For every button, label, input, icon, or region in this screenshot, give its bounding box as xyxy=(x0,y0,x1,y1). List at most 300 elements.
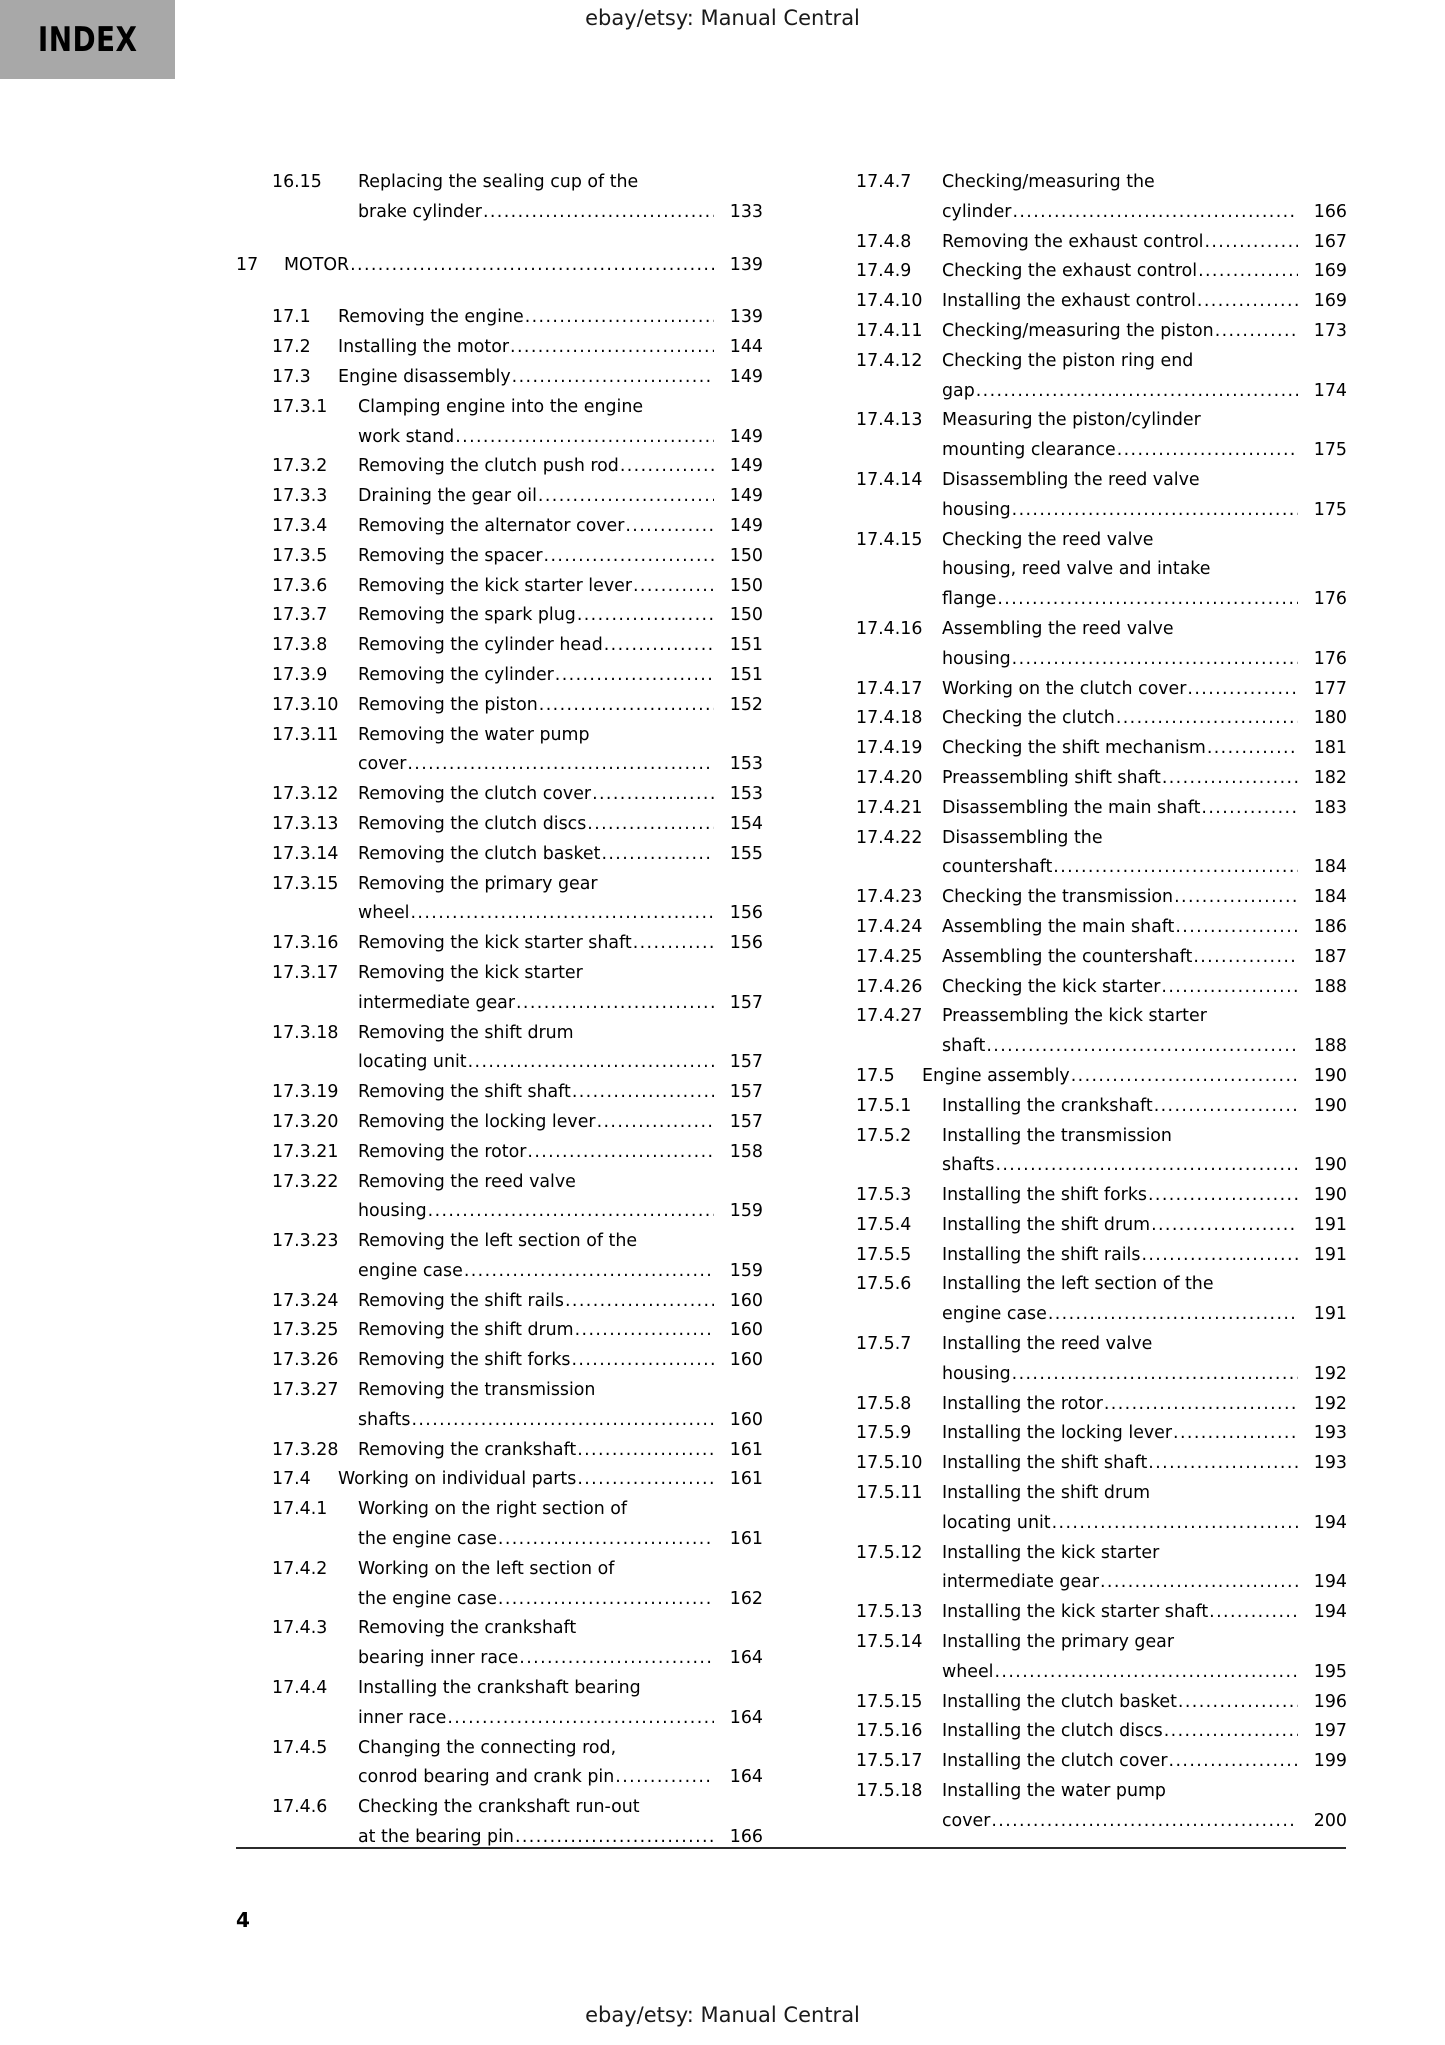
toc-entry-line xyxy=(358,1614,763,1644)
toc-entry[interactable] xyxy=(236,959,763,1019)
page-folio: 4 xyxy=(236,1908,250,1932)
toc-entry[interactable] xyxy=(820,794,1347,824)
toc-entry[interactable] xyxy=(236,1108,763,1138)
toc-entry-title: Installing the rotor xyxy=(942,1393,1103,1414)
toc-entry[interactable] xyxy=(236,1138,763,1168)
toc-entry-line xyxy=(942,1509,1347,1539)
toc-entry[interactable] xyxy=(236,1436,763,1466)
toc-entry-line xyxy=(358,1704,763,1734)
toc-entry-line xyxy=(942,1479,1347,1509)
toc-entry-title: Checking the piston ring end xyxy=(942,350,1194,371)
toc-entry-title: Removing the transmission xyxy=(358,1380,596,1401)
toc-entry-number: 17.3.15 xyxy=(272,873,339,894)
toc-entry-line xyxy=(942,1181,1347,1211)
toc-leader-dots xyxy=(1204,228,1298,258)
toc-entry-title: Removing the shift shaft xyxy=(358,1082,571,1103)
toc-entry-body xyxy=(942,1717,1347,1747)
toc-entry-number: 17 xyxy=(236,254,259,275)
toc-entry-title: Measuring the piston/cylinder xyxy=(942,410,1201,431)
toc-entry-title: MOTOR xyxy=(284,254,350,275)
toc-page-number: 176 xyxy=(1313,589,1347,610)
toc-entry-number: 17.5.14 xyxy=(856,1632,923,1653)
toc-page-number: 151 xyxy=(729,664,763,685)
toc-entry[interactable] xyxy=(820,734,1347,764)
toc-entry[interactable] xyxy=(820,824,1347,884)
toc-page-number: 160 xyxy=(729,1409,763,1430)
toc-entry-number: 17.4.8 xyxy=(856,231,912,252)
toc-entry[interactable] xyxy=(236,512,763,542)
toc-page-number: 190 xyxy=(1313,1155,1347,1176)
toc-entry-line xyxy=(358,423,763,453)
toc-page-number: 196 xyxy=(1313,1691,1347,1712)
toc-entry-line xyxy=(942,1568,1347,1598)
toc-entry[interactable] xyxy=(236,1376,763,1436)
toc-entry-line xyxy=(942,377,1347,407)
toc-entry-line xyxy=(942,496,1347,526)
toc-entry-body xyxy=(358,572,763,602)
toc-page-number: 192 xyxy=(1313,1363,1347,1384)
toc-entry-number: 17.4.17 xyxy=(856,678,923,699)
toc-entry-body xyxy=(358,1436,763,1466)
toc-entry[interactable] xyxy=(820,1777,1347,1837)
toc-entry-line xyxy=(358,631,763,661)
toc-page-number: 169 xyxy=(1313,261,1347,282)
toc-entry-body xyxy=(942,287,1347,317)
toc-page-number: 177 xyxy=(1313,678,1347,699)
toc-entry-body xyxy=(942,228,1347,258)
toc-entry-title: Removing the reed valve xyxy=(358,1171,576,1192)
toc-entry-body xyxy=(358,929,763,959)
toc-leader-dots xyxy=(464,1257,714,1287)
toc-leader-dots xyxy=(483,198,714,228)
toc-leader-dots xyxy=(455,423,714,453)
toc-entry-title: Changing the connecting rod, xyxy=(358,1737,617,1758)
toc-entry-line xyxy=(358,1495,763,1525)
toc-entry-title: Installing the shift drum xyxy=(942,1483,1151,1504)
toc-leader-dots xyxy=(1012,645,1298,675)
toc-entry[interactable] xyxy=(820,1419,1347,1449)
toc-page-number: 199 xyxy=(1313,1751,1347,1772)
toc-entry[interactable] xyxy=(236,691,763,721)
toc-entry-line xyxy=(942,1151,1347,1181)
toc-entry-title: Clamping engine into the engine xyxy=(358,396,644,417)
toc-entry-title: cover xyxy=(358,754,407,775)
toc-entry-line xyxy=(942,1122,1347,1152)
toc-entry-line xyxy=(338,333,763,363)
toc-leader-dots xyxy=(995,1151,1298,1181)
toc-page-number: 149 xyxy=(729,486,763,507)
toc-entry-body xyxy=(942,347,1347,407)
toc-entry-body xyxy=(942,168,1347,228)
toc-entry-number: 17.4.18 xyxy=(856,708,923,729)
toc-entry[interactable] xyxy=(236,1168,763,1228)
toc-page-number: 190 xyxy=(1313,1185,1347,1206)
toc-entry-line xyxy=(942,1688,1347,1718)
toc-entry[interactable] xyxy=(236,542,763,572)
toc-entry-title: Removing the spacer xyxy=(358,545,543,566)
toc-entry-title: Removing the water pump xyxy=(358,724,590,745)
toc-entry-body xyxy=(358,959,763,1019)
toc-page-number: 190 xyxy=(1313,1065,1347,1086)
toc-entry-number: 17.3.11 xyxy=(272,724,339,745)
toc-entry[interactable] xyxy=(236,661,763,691)
toc-entry-line xyxy=(338,303,763,333)
toc-entry[interactable] xyxy=(820,287,1347,317)
toc-page-number: 169 xyxy=(1313,291,1347,312)
toc-entry-body xyxy=(358,601,763,631)
toc-entry-number: 17.3.18 xyxy=(272,1022,339,1043)
toc-entry[interactable] xyxy=(820,1628,1347,1688)
toc-entry-body xyxy=(942,466,1347,526)
toc-entry[interactable] xyxy=(236,721,763,781)
toc-entry-line xyxy=(942,1270,1347,1300)
toc-entry-number: 17.3.3 xyxy=(272,486,328,507)
toc-entry-number: 17.5.13 xyxy=(856,1602,923,1623)
toc-entry[interactable] xyxy=(236,1465,763,1495)
toc-entry[interactable] xyxy=(820,1688,1347,1718)
toc-page-number: 175 xyxy=(1313,440,1347,461)
toc-page-number: 191 xyxy=(1313,1244,1347,1265)
toc-entry[interactable] xyxy=(236,1346,763,1376)
toc-entry-body xyxy=(358,1674,763,1734)
toc-entry-title: Installing the transmission xyxy=(942,1125,1172,1146)
toc-entry-line xyxy=(358,1793,763,1823)
toc-entry-title: shaft xyxy=(942,1036,986,1057)
toc-leader-dots xyxy=(1104,1390,1298,1420)
toc-entry-title: intermediate gear xyxy=(358,992,515,1013)
toc-leader-dots xyxy=(1162,764,1298,794)
toc-entry-title: Working on individual parts xyxy=(338,1469,577,1490)
toc-entry-number: 17.3.14 xyxy=(272,843,339,864)
toc-entry-title: Installing the reed valve xyxy=(942,1334,1153,1355)
toc-leader-dots xyxy=(1187,675,1298,705)
toc-entry[interactable] xyxy=(820,973,1347,1003)
toc-entry-number: 17.5.8 xyxy=(856,1393,912,1414)
toc-entry-title: Disassembling the reed valve xyxy=(942,469,1200,490)
toc-entry-line xyxy=(942,257,1347,287)
toc-leader-dots xyxy=(571,1346,714,1376)
toc-leader-dots xyxy=(577,601,714,631)
toc-leader-dots xyxy=(516,989,714,1019)
toc-leader-dots xyxy=(1169,1747,1298,1777)
toc-leader-dots xyxy=(1174,883,1298,913)
toc-page-number: 164 xyxy=(729,1648,763,1669)
toc-entry-number: 17.4 xyxy=(272,1469,311,1490)
toc-entry-title: Installing the kick starter xyxy=(942,1542,1160,1563)
toc-leader-dots xyxy=(633,572,714,602)
toc-entry-line xyxy=(942,198,1347,228)
toc-entry[interactable] xyxy=(236,168,763,228)
toc-entry-body xyxy=(942,943,1347,973)
toc-leader-dots xyxy=(1173,1419,1298,1449)
toc-entry-title: Removing the exhaust control xyxy=(942,231,1204,252)
toc-entry-line xyxy=(358,1376,763,1406)
toc-entry[interactable] xyxy=(236,333,763,363)
toc-entry-line xyxy=(358,482,763,512)
toc-entry[interactable] xyxy=(236,1316,763,1346)
toc-entry-title: Assembling the main shaft xyxy=(942,916,1175,937)
toc-entry[interactable] xyxy=(236,393,763,453)
toc-entry-body xyxy=(942,794,1347,824)
toc-entry[interactable] xyxy=(236,870,763,930)
toc-page-number: 144 xyxy=(729,337,763,358)
toc-leader-dots xyxy=(1164,1717,1298,1747)
toc-entry-title: housing xyxy=(942,1363,1011,1384)
toc-entry-number: 17.4.15 xyxy=(856,529,923,550)
toc-entry[interactable] xyxy=(820,675,1347,705)
toc-entry[interactable] xyxy=(236,1495,763,1555)
toc-leader-dots xyxy=(1012,198,1298,228)
toc-entry[interactable] xyxy=(236,1078,763,1108)
toc-entry-body xyxy=(942,1628,1347,1688)
toc-entry-title: Removing the crankshaft xyxy=(358,1439,577,1460)
toc-leader-dots xyxy=(468,1048,714,1078)
toc-entry-line xyxy=(942,764,1347,794)
toc-entry[interactable] xyxy=(820,704,1347,734)
toc-entry[interactable] xyxy=(236,1614,763,1674)
toc-entry[interactable] xyxy=(236,303,763,333)
table-of-contents xyxy=(236,168,1346,1853)
toc-entry-number: 17.3.21 xyxy=(272,1141,339,1162)
toc-entry[interactable] xyxy=(820,1241,1347,1271)
toc-entry[interactable] xyxy=(820,317,1347,347)
toc-entry-line xyxy=(942,1360,1347,1390)
toc-entry[interactable] xyxy=(820,1181,1347,1211)
toc-entry-body xyxy=(358,1316,763,1346)
toc-entry-title: Installing the exhaust control xyxy=(942,291,1196,312)
toc-leader-dots xyxy=(976,377,1298,407)
toc-page-number: 156 xyxy=(729,933,763,954)
toc-entry-number: 17.3.22 xyxy=(272,1171,339,1192)
toc-entry[interactable] xyxy=(820,883,1347,913)
toc-leader-dots xyxy=(1201,794,1298,824)
toc-entry-line xyxy=(358,1197,763,1227)
toc-entry[interactable] xyxy=(820,257,1347,287)
toc-entry-number: 17.3.25 xyxy=(272,1320,339,1341)
toc-entry-title: Installing the crankshaft bearing xyxy=(358,1678,641,1699)
toc-entry-title: Removing the clutch discs xyxy=(358,813,587,834)
toc-entry-number: 17.4.10 xyxy=(856,291,923,312)
toc-entry-line xyxy=(284,251,763,281)
toc-entry[interactable] xyxy=(236,251,763,281)
toc-entry[interactable] xyxy=(820,1390,1347,1420)
toc-entry-number: 17.4.26 xyxy=(856,976,923,997)
toc-page-number: 166 xyxy=(1313,201,1347,222)
toc-entry-body xyxy=(358,1138,763,1168)
toc-entry[interactable] xyxy=(236,1674,763,1734)
toc-leader-dots xyxy=(1207,734,1298,764)
toc-page-number: 192 xyxy=(1313,1393,1347,1414)
toc-entry[interactable] xyxy=(820,764,1347,794)
toc-page-number: 153 xyxy=(729,754,763,775)
toc-entry[interactable] xyxy=(236,1734,763,1794)
toc-entry-line xyxy=(358,1078,763,1108)
toc-entry-title: Checking the clutch xyxy=(942,708,1115,729)
toc-entry[interactable] xyxy=(820,228,1347,258)
toc-page-number: 188 xyxy=(1313,1036,1347,1057)
toc-entry-number: 17.4.22 xyxy=(856,827,923,848)
toc-entry-line xyxy=(942,1807,1347,1837)
toc-entry-body xyxy=(942,1270,1347,1330)
toc-entry-title: the engine case xyxy=(358,1588,497,1609)
toc-page-number: 167 xyxy=(1313,231,1347,252)
toc-entry[interactable] xyxy=(820,1449,1347,1479)
toc-entry-body xyxy=(358,691,763,721)
toc-entry-title: housing xyxy=(942,648,1011,669)
toc-entry[interactable] xyxy=(236,810,763,840)
toc-entry[interactable] xyxy=(820,943,1347,973)
toc-leader-dots xyxy=(410,899,714,929)
toc-entry-body xyxy=(338,303,763,333)
toc-entry[interactable] xyxy=(820,1598,1347,1628)
toc-entry[interactable] xyxy=(236,482,763,512)
toc-entry-line xyxy=(942,1747,1347,1777)
toc-entry-title: Removing the clutch basket xyxy=(358,843,601,864)
toc-entry-body xyxy=(942,317,1347,347)
toc-entry[interactable] xyxy=(236,631,763,661)
toc-entry-number: 17.4.7 xyxy=(856,172,912,192)
toc-page-number: 187 xyxy=(1313,946,1347,967)
toc-entry-title: Removing the shift drum xyxy=(358,1320,574,1341)
toc-entry-line xyxy=(358,1257,763,1287)
toc-entry[interactable] xyxy=(820,1479,1347,1539)
toc-leader-dots xyxy=(1141,1241,1298,1271)
toc-entry-line xyxy=(358,840,763,870)
toc-entry-number: 17.3.5 xyxy=(272,545,328,566)
toc-entry-title: cylinder xyxy=(942,201,1012,222)
toc-entry-body xyxy=(358,1019,763,1079)
toc-entry-line xyxy=(942,943,1347,973)
toc-entry[interactable] xyxy=(820,1747,1347,1777)
toc-entry-number: 17.3.4 xyxy=(272,515,328,536)
toc-entry-title: Working on the left section of xyxy=(358,1558,615,1579)
toc-entry[interactable] xyxy=(820,1717,1347,1747)
toc-entry-body xyxy=(358,452,763,482)
toc-page-number: 184 xyxy=(1313,857,1347,878)
toc-entry-line xyxy=(942,973,1347,1003)
toc-entry[interactable] xyxy=(236,363,763,393)
toc-entry[interactable] xyxy=(820,168,1347,228)
toc-entry-line xyxy=(358,989,763,1019)
toc-entry-line xyxy=(338,1465,763,1495)
toc-entry[interactable] xyxy=(820,1539,1347,1599)
toc-page-number: 176 xyxy=(1313,648,1347,669)
toc-entry-title: shafts xyxy=(358,1409,411,1430)
toc-leader-dots xyxy=(1012,1360,1298,1390)
toc-entry-body xyxy=(942,1211,1347,1241)
toc-entry-line xyxy=(358,1644,763,1674)
toc-page-number: 154 xyxy=(729,813,763,834)
toc-entry[interactable] xyxy=(820,1122,1347,1182)
toc-page-number: 150 xyxy=(729,575,763,596)
toc-entry-body xyxy=(338,1465,763,1495)
toc-entry-body xyxy=(942,734,1347,764)
toc-entry-line xyxy=(358,601,763,631)
footer-divider xyxy=(236,1847,1346,1849)
toc-entry[interactable] xyxy=(236,601,763,631)
toc-entry[interactable] xyxy=(820,1270,1347,1330)
toc-entry[interactable] xyxy=(236,572,763,602)
toc-entry[interactable] xyxy=(820,1211,1347,1241)
toc-entry-line xyxy=(358,1138,763,1168)
toc-entry-body xyxy=(942,1330,1347,1390)
toc-entry[interactable] xyxy=(820,347,1347,407)
toc-leader-dots xyxy=(620,452,714,482)
toc-leader-dots xyxy=(575,1316,714,1346)
toc-leader-dots xyxy=(577,1436,714,1466)
toc-entry[interactable] xyxy=(820,526,1347,615)
toc-leader-dots xyxy=(1148,1181,1298,1211)
toc-entry[interactable] xyxy=(236,1227,763,1287)
toc-entry[interactable] xyxy=(236,452,763,482)
toc-page-number: 193 xyxy=(1313,1453,1347,1474)
toc-entry-body xyxy=(358,1108,763,1138)
toc-entry[interactable] xyxy=(236,1287,763,1317)
toc-entry[interactable] xyxy=(820,1330,1347,1390)
toc-page-number: 149 xyxy=(729,366,763,387)
toc-entry-body xyxy=(358,1614,763,1674)
toc-page-number: 183 xyxy=(1313,797,1347,818)
toc-page-number: 194 xyxy=(1313,1602,1347,1623)
toc-leader-dots xyxy=(447,1704,714,1734)
toc-entry[interactable] xyxy=(820,1002,1347,1062)
toc-entry[interactable] xyxy=(236,1555,763,1615)
toc-entry-body xyxy=(942,1241,1347,1271)
toc-entry[interactable] xyxy=(236,840,763,870)
toc-entry[interactable] xyxy=(236,780,763,810)
toc-entry[interactable] xyxy=(820,466,1347,526)
toc-leader-dots xyxy=(1117,436,1298,466)
toc-entry-line xyxy=(358,1048,763,1078)
toc-entry[interactable] xyxy=(820,406,1347,466)
toc-leader-dots xyxy=(986,1032,1298,1062)
toc-entry[interactable] xyxy=(820,1092,1347,1122)
toc-entry-body xyxy=(358,482,763,512)
toc-entry-title: Installing the shift forks xyxy=(942,1185,1147,1206)
toc-entry-line xyxy=(358,452,763,482)
toc-entry[interactable] xyxy=(236,1019,763,1079)
toc-entry-line xyxy=(358,810,763,840)
toc-entry-title: Installing the clutch basket xyxy=(942,1691,1177,1712)
toc-entry-title: Installing the water pump xyxy=(942,1781,1166,1802)
toc-entry-number: 17.5.6 xyxy=(856,1274,912,1295)
toc-page-number: 164 xyxy=(729,1707,763,1728)
toc-entry-line xyxy=(942,913,1347,943)
toc-leader-dots xyxy=(565,1287,714,1317)
toc-entry-body xyxy=(358,1346,763,1376)
toc-entry-title: engine case xyxy=(358,1260,463,1281)
toc-leader-dots xyxy=(498,1585,714,1615)
toc-entry-title: flange xyxy=(942,589,997,610)
toc-entry-line xyxy=(942,466,1347,496)
toc-entry[interactable] xyxy=(236,929,763,959)
toc-page-number: 191 xyxy=(1313,1214,1347,1235)
toc-entry-title: Removing the piston xyxy=(358,694,538,715)
toc-entry-title: Installing the left section of the xyxy=(942,1274,1214,1295)
toc-entry-number: 17.3.16 xyxy=(272,933,339,954)
toc-entry[interactable] xyxy=(820,1062,1347,1092)
toc-leader-dots xyxy=(555,661,714,691)
toc-leader-dots xyxy=(544,542,714,572)
toc-entry[interactable] xyxy=(820,615,1347,675)
toc-leader-dots xyxy=(997,585,1298,615)
toc-entry[interactable] xyxy=(820,913,1347,943)
toc-entry-number: 17.3.26 xyxy=(272,1350,339,1371)
toc-page-number: 160 xyxy=(729,1350,763,1371)
toc-entry-body xyxy=(338,363,763,393)
toc-entry[interactable] xyxy=(236,1793,763,1853)
toc-entry-line xyxy=(942,1628,1347,1658)
